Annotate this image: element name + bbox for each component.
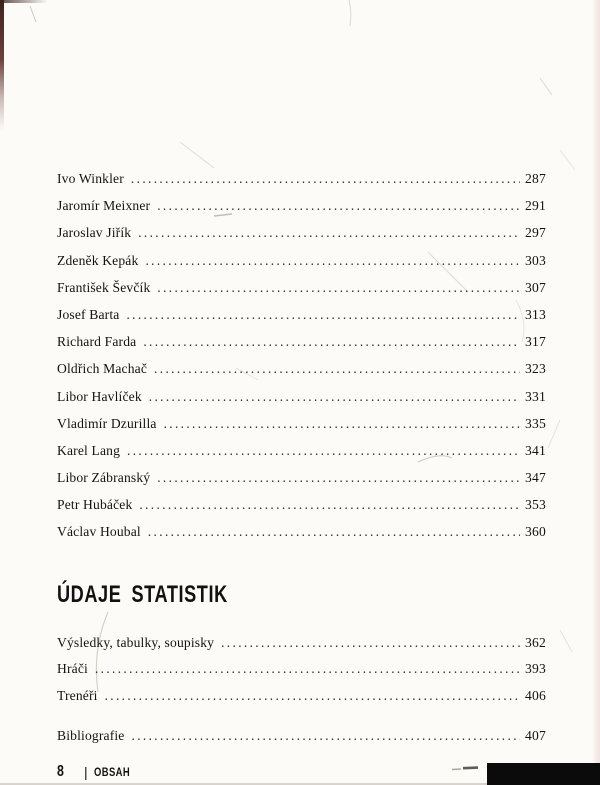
- dot-leader: [105, 683, 520, 710]
- entry-title: Ivo Winkler: [57, 171, 124, 186]
- dot-leader: [157, 464, 520, 491]
- dot-leader: [221, 630, 520, 657]
- entry-title: Libor Zábranský: [57, 470, 151, 486]
- toc-content-column: [57, 0, 546, 750]
- dot-leader: [157, 274, 520, 301]
- players-toc-list: [57, 165, 546, 546]
- dot-leader: [132, 723, 521, 750]
- dot-leader: [157, 192, 520, 219]
- corner-black-block: [487, 763, 600, 785]
- dot-leader: [145, 247, 520, 274]
- dot-leader: [127, 437, 520, 464]
- entry-title: Jaroslav Jiřík: [57, 225, 132, 241]
- toc-entry: [57, 219, 546, 246]
- entry-title: Výsledky, tabulky, soupisky: [57, 634, 215, 650]
- dot-leader: [131, 165, 520, 192]
- entry-title: Libor Havlíček: [57, 388, 142, 404]
- entry-title: Bibliografie: [57, 728, 125, 744]
- entry-page-number: 297: [525, 225, 546, 241]
- entry-title: Oldřich Machač: [57, 361, 148, 377]
- footer-page-number: 8: [57, 763, 64, 780]
- footer-section-label: OBSAH: [94, 766, 131, 779]
- toc-entry: [57, 355, 546, 382]
- entry-page-number: 317: [525, 334, 546, 350]
- entry-title: Richard Farda: [57, 334, 137, 350]
- right-edge-shadow: [592, 0, 600, 785]
- entry-title: Václav Houbal: [57, 524, 141, 540]
- entry-page-number: 406: [525, 687, 546, 703]
- entry-title: Hráči: [57, 661, 88, 677]
- dot-leader: [95, 656, 520, 683]
- entry-page-number: 362: [525, 634, 546, 650]
- dot-leader: [149, 383, 520, 410]
- entry-title: Trenéři: [57, 687, 98, 703]
- section-heading: [57, 580, 546, 608]
- toc-entry: [57, 301, 546, 328]
- entry-title: Jaromír Meixner: [57, 198, 151, 214]
- entry-page-number: 341: [525, 442, 546, 458]
- entry-page-number: 353: [525, 497, 546, 513]
- toc-entry: [57, 274, 546, 301]
- entry-title: Petr Hubáček: [57, 497, 133, 513]
- pencil-smudge: [451, 765, 481, 772]
- dot-leader: [148, 518, 520, 545]
- toc-entry: [57, 656, 546, 683]
- dot-leader: [126, 301, 520, 328]
- toc-entry: [57, 192, 546, 219]
- toc-entry: [57, 165, 546, 192]
- entry-page-number: 287: [525, 171, 546, 186]
- entry-page-number: 335: [525, 415, 546, 431]
- dot-leader: [164, 410, 520, 437]
- entry-page-number: 407: [525, 728, 546, 744]
- toc-entry: [57, 247, 546, 274]
- toc-entry: [57, 464, 546, 491]
- entry-page-number: 323: [525, 361, 546, 377]
- toc-entry: [57, 383, 546, 410]
- entry-page-number: 393: [525, 661, 546, 677]
- entry-page-number: 291: [525, 198, 546, 214]
- toc-entry: [57, 491, 546, 518]
- toc-entry: [57, 683, 546, 710]
- toc-entry: [57, 437, 546, 464]
- dot-leader: [154, 355, 520, 382]
- entry-page-number: 347: [525, 470, 546, 486]
- entry-page-number: 303: [525, 252, 546, 268]
- section-heading-text: ÚDAJE STATISTIK: [57, 580, 228, 608]
- entry-page-number: 331: [525, 388, 546, 404]
- entry-page-number: 313: [525, 306, 546, 322]
- entry-title: Zdeněk Kepák: [57, 252, 139, 268]
- entry-title: Vladimír Dzurilla: [57, 415, 157, 431]
- footer-separator: |: [84, 764, 88, 780]
- dot-leader: [138, 219, 520, 246]
- toc-entry: [57, 723, 546, 750]
- entry-page-number: 307: [525, 279, 546, 295]
- toc-entry: [57, 328, 546, 355]
- dot-leader: [139, 491, 520, 518]
- toc-entry: [57, 630, 546, 657]
- entry-page-number: 360: [525, 524, 546, 540]
- statistics-toc-list: [57, 630, 546, 710]
- top-edge-shadow: [0, 0, 48, 3]
- entry-title: František Ševčík: [57, 279, 151, 295]
- dot-leader: [143, 328, 520, 355]
- entry-title: Karel Lang: [57, 442, 121, 458]
- bibliography-toc-list: [57, 723, 546, 750]
- left-edge-shadow: [0, 0, 4, 130]
- entry-title: Josef Barta: [57, 306, 120, 322]
- toc-entry: [57, 518, 546, 545]
- toc-entry: [57, 410, 546, 437]
